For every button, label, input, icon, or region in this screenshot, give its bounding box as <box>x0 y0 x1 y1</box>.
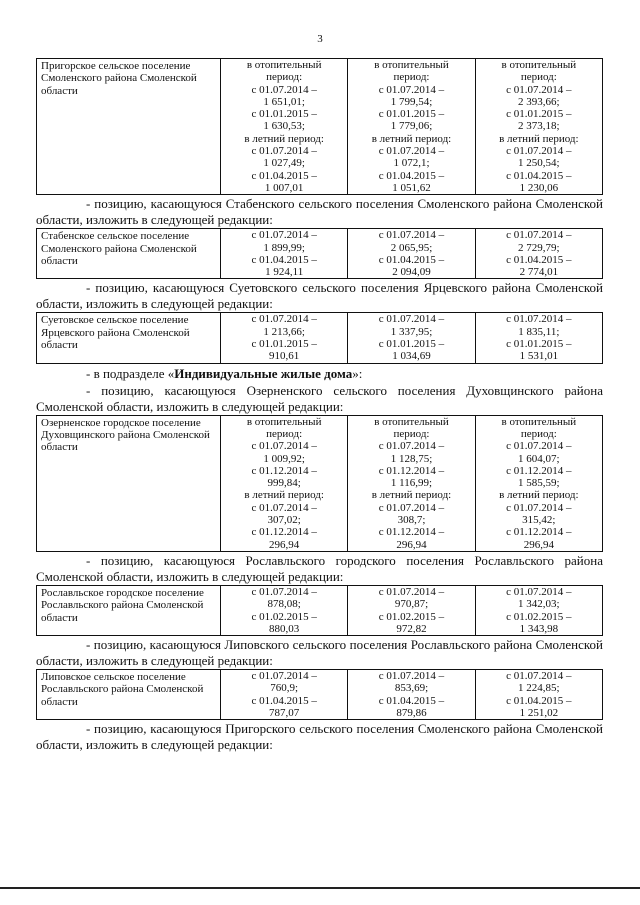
tariff-value-line: с 01.01.2015 – <box>251 338 317 351</box>
tariff-value-line: период: <box>393 71 430 84</box>
tariff-value-cell <box>348 229 475 279</box>
tariff-value-line: в летний период: <box>371 132 452 145</box>
tariff-value-line: 1 034,69 <box>392 350 431 363</box>
tariff-table-ozernenskoe <box>36 415 603 552</box>
tariff-value-line: период: <box>520 427 557 440</box>
tariff-value-line: 879,86 <box>396 706 427 719</box>
tariff-value-line: в летний период: <box>244 132 324 145</box>
tariff-value-cell <box>348 670 475 720</box>
tariff-value-line: 787,07 <box>269 706 300 719</box>
tariff-value-line: в отопительный <box>374 59 449 71</box>
bottom-divider <box>0 887 640 889</box>
paragraph-text: - позицию, касающуюся Суетовского сельского поселения Ярцевского района Смоленской области, изложить в следующей редакции: <box>36 280 603 312</box>
tariff-value-line: с 01.01.2015 – <box>506 108 572 121</box>
tariff-value-line: 296,94 <box>396 538 427 551</box>
tariff-value-line: с 01.07.2014 – <box>378 145 445 158</box>
tariff-value-line: в отопительный <box>246 59 322 71</box>
tariff-value-cell <box>221 670 348 720</box>
table-row <box>37 313 603 363</box>
tariff-value-cell <box>348 59 475 195</box>
tariff-value-line: с 01.07.2014 – <box>506 501 572 514</box>
tariff-value-cell <box>475 313 602 363</box>
tariff-value-line: 1 213,66; <box>263 325 305 338</box>
tariff-value-line: с 01.07.2014 – <box>378 440 445 453</box>
tariff-value-line: с 01.07.2014 – <box>506 440 572 453</box>
tariff-value-line: с 01.01.2015 – <box>251 108 317 121</box>
tariff-value-line: 2 729,79; <box>518 241 560 254</box>
tariff-value-line: 2 065,95; <box>390 241 433 254</box>
paragraph-text: - позицию, касающуюся Стабенского сельского поселения Смоленского района Смоленской области, изложить в следующей редакции: <box>36 196 603 228</box>
tariff-value-line: с 01.07.2014 – <box>378 313 445 326</box>
tariff-value-line: с 01.07.2014 – <box>506 585 572 598</box>
tariff-value-line: с 01.07.2014 – <box>506 229 572 242</box>
table-row <box>37 229 603 279</box>
tariff-value-line: в летний период: <box>244 489 324 502</box>
subsection-title: Индивидуальные жилые дома <box>174 365 353 381</box>
tariff-value-line: 2 373,18; <box>518 120 560 133</box>
settlement-name-cell: Суетовское сельское поселение Ярцевского района Смоленской области <box>37 313 221 363</box>
tariff-value-cell <box>348 585 475 635</box>
tariff-value-line: с 01.02.2015 – <box>506 610 572 623</box>
tariff-value-line: с 01.02.2015 – <box>251 610 317 623</box>
tariff-value-line: 1 924,11 <box>265 266 304 279</box>
tariff-value-line: 296,94 <box>269 538 300 551</box>
table-row <box>37 670 603 720</box>
tariff-value-line: в летний период: <box>371 489 452 502</box>
tariff-value-line: с 01.01.2015 – <box>506 338 572 351</box>
tariff-value-line: с 01.07.2014 – <box>251 313 317 326</box>
tariff-value-line: 296,94 <box>523 538 554 551</box>
tariff-value-line: период: <box>393 427 430 440</box>
tariff-value-line: 2 094,09 <box>392 266 431 279</box>
tariff-value-line: с 01.07.2014 – <box>378 585 445 598</box>
table-row <box>37 415 603 551</box>
tariff-table-prigorskoe <box>36 58 603 195</box>
tariff-value-line: с 01.12.2014 – <box>506 464 572 477</box>
tariff-value-line: с 01.07.2014 – <box>378 501 445 514</box>
tariff-value-line: в летний период: <box>499 132 579 145</box>
tariff-value-line: 1 009,92; <box>263 452 305 465</box>
page-number: 3 <box>317 33 323 45</box>
tariff-value-cell <box>475 59 602 195</box>
tariff-value-line: с 01.12.2014 – <box>251 526 317 539</box>
tariff-value-cell <box>475 229 602 279</box>
tariff-value-line: в отопительный <box>246 415 322 428</box>
tariff-value-line: 1 779,06; <box>390 120 433 133</box>
tariff-table-lipovskoe <box>36 669 603 720</box>
table-row <box>37 585 603 635</box>
tariff-value-cell <box>221 585 348 635</box>
tariff-value-line: 308,7; <box>397 514 426 527</box>
tariff-value-line: с 01.01.2015 – <box>378 338 445 351</box>
settlement-name-cell: Озерненское городское поселение Духовщинского района Смоленской области <box>37 415 221 551</box>
instruction-paragraph <box>36 280 603 312</box>
settlement-name-cell: Пригорское сельское поселение Смоленского района Смоленской области <box>37 59 221 195</box>
tariff-value-line: с 01.07.2014 – <box>251 229 317 242</box>
subsection-suffix: »: <box>352 365 363 381</box>
tariff-value-line: с 01.12.2014 – <box>378 526 445 539</box>
settlement-name-cell: Стабенское сельское поселение Смоленского района Смоленской области <box>37 229 221 279</box>
tariff-value-line: 1 630,53; <box>263 120 305 133</box>
tariff-value-line: период: <box>266 71 303 84</box>
tariff-value-line: 1 651,01; <box>263 95 305 108</box>
tariff-value-line: с 01.07.2014 – <box>251 440 317 453</box>
tariff-value-line: с 01.04.2015 – <box>378 169 445 182</box>
tariff-value-line: в отопительный <box>374 415 449 428</box>
instruction-paragraph <box>36 196 603 228</box>
tariff-value-line: с 01.04.2015 – <box>378 253 445 266</box>
tariff-value-line: 760,9; <box>270 682 299 695</box>
tariff-value-line: 1 342,03; <box>518 598 560 611</box>
tariff-value-line: 2 393,66; <box>518 95 560 108</box>
tariff-value-line: с 01.07.2014 – <box>378 229 445 242</box>
tariff-value-cell <box>475 670 602 720</box>
tariff-value-line: в отопительный <box>501 415 577 428</box>
tariff-value-line: в летний период: <box>499 489 579 502</box>
subsection-prefix: - в подразделе « <box>86 365 175 381</box>
tariff-value-line: 1 250,54; <box>518 157 560 170</box>
instruction-paragraph <box>36 637 603 669</box>
tariff-value-line: с 01.01.2015 – <box>378 108 445 121</box>
tariff-value-line: с 01.04.2015 – <box>251 694 317 707</box>
tariff-value-cell <box>221 229 348 279</box>
tariff-value-line: с 01.02.2015 – <box>378 610 445 623</box>
tariff-value-cell <box>221 313 348 363</box>
tariff-value-line: 315,42; <box>522 514 556 527</box>
tariff-value-line: с 01.07.2014 – <box>378 670 445 683</box>
paragraph-text: - позицию, касающуюся Липовского сельского поселения Рославльского района Смоленской области, изложить в следующей редакции: <box>36 637 603 669</box>
tariff-value-line: с 01.07.2014 – <box>251 145 317 158</box>
tariff-table-suetovskoe <box>36 312 603 363</box>
tariff-value-line: с 01.04.2015 – <box>506 253 572 266</box>
tariff-value-line: с 01.04.2015 – <box>251 253 317 266</box>
tariff-value-line: 1 251,02 <box>519 706 559 719</box>
tariff-value-line: 1 128,75; <box>390 452 433 465</box>
tariff-value-line: с 01.07.2014 – <box>506 83 572 96</box>
tariff-value-line: 1 585,59; <box>518 477 560 490</box>
tariff-value-cell <box>475 585 602 635</box>
document-body <box>36 58 603 753</box>
settlement-name-cell: Рославльское городское поселение Рославльского района Смоленской области <box>37 585 221 635</box>
settlement-name-cell: Липовское сельское поселение Рославльского района Смоленской области <box>37 670 221 720</box>
tariff-value-line: с 01.07.2014 – <box>251 585 317 598</box>
tariff-value-line: 970,87; <box>394 598 429 611</box>
tariff-value-line: период: <box>266 427 303 440</box>
tariff-value-line: с 01.07.2014 – <box>506 313 572 326</box>
tariff-value-line: 878,08; <box>267 598 301 611</box>
tariff-value-line: 1 116,99; <box>390 477 433 490</box>
instruction-paragraph <box>36 553 603 585</box>
tariff-value-line: 2 774,01 <box>519 266 559 279</box>
tariff-value-line: 1 224,85; <box>518 682 560 695</box>
instruction-paragraph <box>36 383 603 415</box>
tariff-value-line: с 01.12.2014 – <box>251 464 317 477</box>
paragraph-text: - позицию, касающуюся Озерненского сельского поселения Духовщинского района Смоленской области, изложить в следующей редакции: <box>36 382 603 414</box>
tariff-value-line: с 01.04.2015 – <box>251 169 317 182</box>
tariff-value-line: с 01.04.2015 – <box>506 694 572 707</box>
tariff-value-line: 1 531,01 <box>519 350 559 363</box>
tariff-value-line: в отопительный <box>501 59 577 71</box>
tariff-value-line: 1 007,01 <box>264 181 304 194</box>
tariff-value-cell <box>221 59 348 195</box>
tariff-value-line: 880,03 <box>269 622 300 635</box>
tariff-value-line: с 01.12.2014 – <box>378 464 445 477</box>
tariff-value-line: 1 072,1; <box>393 157 430 170</box>
tariff-value-line: с 01.07.2014 – <box>251 501 317 514</box>
tariff-value-line: с 01.07.2014 – <box>506 670 572 683</box>
tariff-value-cell <box>348 313 475 363</box>
tariff-value-line: с 01.04.2015 – <box>506 169 572 182</box>
tariff-value-line: 307,02; <box>267 514 301 527</box>
tariff-value-line: 999,84; <box>267 477 301 490</box>
tariff-value-cell <box>221 415 348 551</box>
tariff-value-line: 1 604,07; <box>518 452 560 465</box>
tariff-value-line: 1 835,11; <box>518 325 560 338</box>
instruction-paragraph <box>36 721 603 753</box>
tariff-value-line: с 01.12.2014 – <box>506 526 572 539</box>
table-row <box>37 59 603 195</box>
tariff-value-line: 853,69; <box>394 682 429 695</box>
tariff-value-line: с 01.07.2014 – <box>378 83 445 96</box>
tariff-value-line: с 01.04.2015 – <box>378 694 445 707</box>
tariff-value-line: 1 799,54; <box>390 95 433 108</box>
tariff-table-stabenskoe <box>36 228 603 279</box>
tariff-value-line: 910,61 <box>269 350 300 363</box>
tariff-value-line: с 01.07.2014 – <box>251 670 317 683</box>
tariff-value-cell <box>348 415 475 551</box>
tariff-value-line: 1 343,98 <box>519 622 559 635</box>
tariff-table-roslavlskoe <box>36 585 603 636</box>
tariff-value-line: с 01.07.2014 – <box>251 83 317 96</box>
tariff-value-cell <box>475 415 602 551</box>
tariff-value-line: период: <box>520 71 557 84</box>
subsection-paragraph <box>36 366 603 382</box>
tariff-value-line: 1 051,62 <box>392 181 431 194</box>
paragraph-text: - позицию, касающуюся Пригорского сельского поселения Смоленского района Смоленской области, изложить в следующей редакции: <box>36 721 603 753</box>
tariff-value-line: с 01.07.2014 – <box>506 145 572 158</box>
tariff-value-line: 972,82 <box>396 622 427 635</box>
paragraph-text: - позицию, касающуюся Рославльского городского поселения Рославльского района Смоленской области, изложить в следующей редакции: <box>36 552 603 584</box>
tariff-value-line: 1 027,49; <box>263 157 305 170</box>
tariff-value-line: 1 230,06 <box>519 181 559 194</box>
tariff-value-line: 1 337,95; <box>390 325 433 338</box>
tariff-value-line: 1 899,99; <box>263 241 305 254</box>
